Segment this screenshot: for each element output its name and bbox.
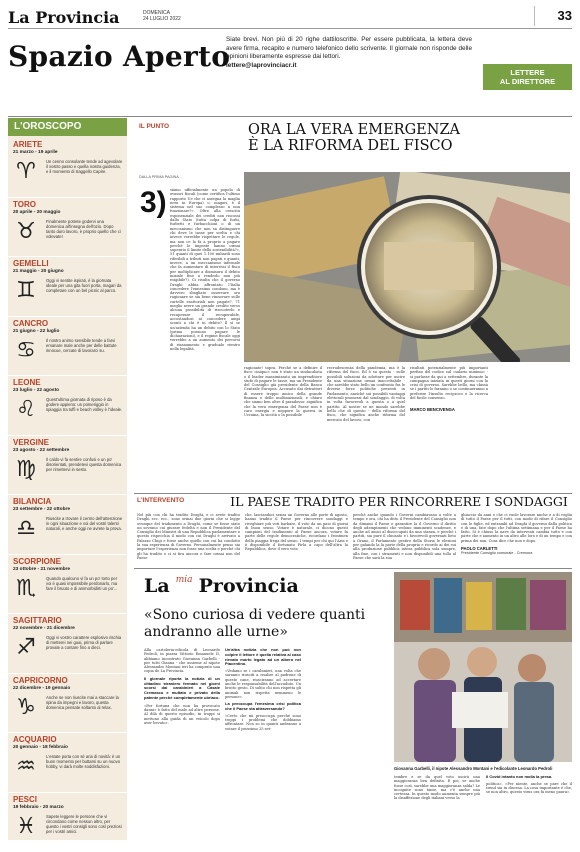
header-divider (8, 116, 572, 117)
mia-column-3 (394, 775, 480, 801)
intervento-column-3 (353, 513, 456, 560)
punto-column-3 (327, 366, 405, 422)
sign-separator (8, 435, 127, 436)
badge-line-2: AL DIRETTORE (483, 77, 572, 86)
sign-dates: 20 aprile - 20 maggio (13, 210, 60, 215)
horoscope-sign (8, 378, 127, 436)
mia-column-1 (144, 648, 220, 725)
mia-column-4-text: politica». «Per niente, anche se pare che il trend sia in discesa. La cosa importante è che, se non altro, questo virus ora fa meno paura». (486, 782, 572, 795)
intervento-section-label: L'INTERVENTO (137, 497, 184, 504)
horoscope-title: L'OROSCOPO (8, 118, 127, 136)
sign-dates: 23 luglio - 22 agosto (13, 388, 59, 393)
horoscope-sign (8, 319, 127, 377)
badge-line-1: LETTERE (483, 68, 572, 77)
punto-column-2-text: ragionate! sopra. Perché se a definire il fisco «iniquo» non è stato un sindacalista o il leader massimizzato un imprenditore stufo di pagare le tasse, ma un Presidente del Consiglio già presidente della Banca Centrale Europea. Accusato dai detrattori di essere troppo amico della grande finanza e delle multinazionali, e chiaro che siamo ben oltre il paradosso: significa che la vera emergenza del Paese non è caro energia e neppure la guerra in Ucraina, la siccità o la possibile (244, 366, 322, 418)
mia-column-1-text: Alla cartoleria-edicola di Leonardo Pedroli, in piazza Vittorio Emanuele II, abbiamo incontrato Giovanna Garbelli - per tutti Gianna - che assieme al nipote Alessandro Montani ieri ha comprato una copia de La Provincia. (144, 648, 220, 674)
mia-column-4-subhead: Il Covid intanto non molla la presa. (486, 775, 572, 780)
sign-forecast: Oggi vi sentite ispirati, è la giornata ideale per una gita fuori porta, magari da completare con un bel picnic al parco. (46, 278, 123, 294)
letters-email[interactable]: lettere@laprovinciacr.it (226, 62, 297, 69)
sign-separator (8, 673, 127, 674)
mia-column-1-end: «Per fortuna che non ha provocato danni» è fatto del male ad altre persone. Al dilà di questo episodio, in troppi si mettono alla guida di un veicolo dopo aver bevuto». (144, 704, 220, 725)
issue-date (143, 10, 181, 22)
section-title: Spazio Aperto (8, 40, 230, 73)
sign-dates: 22 novembre - 21 dicembre (13, 626, 75, 631)
sign-dates: 23 ottobre - 21 novembre (13, 567, 70, 572)
sign-name: ACQUARIO (13, 735, 57, 744)
sign-dates: 19 febbraio - 20 marzo (13, 805, 64, 810)
mia-provincia-headline: «Sono curiosa di vedere quanti andranno alle urne» (144, 607, 384, 640)
intervento-column-3-text: perché anche quando i Governi cambiavano a volte a tempo e ora, chi ha ditto il Presidente del Consiglio non da dimami il Paese e garantire la il Governo il diritto degli adempimenti che vedono imminenti scadenze, e anche ad amici al disoccupati da una stanza, e perché i partiti, sia pure il chiusato e i favorevoli governati lieto a Orano, il Parlamento gestire della Storia le elezioni per galando la la parte della propria e ricordo ai dei sui alla produzione pubblica intesa pubblica sola sempre, alla fine, con i strumenti e non disponibili una tolla al Paese che sarà la sua (353, 513, 456, 560)
mia-column-3-text: tembre e se da quel voto uscirà una maggioranza ben definita. E poi, se anche fosse così, sarebbe una maggioranza salda? Le incognite sono tante, ma c'è anche una certezza. In questo modo aumenta sempre più la disaffezione degli italiani verso la (394, 775, 480, 801)
sign-separator (8, 197, 127, 198)
sign-forecast: Sapete leggere le persone che vi circondano come nessun altro, per questo i vostri consigli sono così preziosi per i vostri amici. (46, 814, 123, 835)
horoscope-sign (8, 259, 127, 317)
newsstand-illustration (394, 572, 572, 762)
sign-forecast: Quando qualcuno vi fa un po' torto per voi è quasi impossibile perdonarlo, ma fare il bruuto e di ammorbidirti un po'... (46, 576, 123, 592)
horoscope-sign (8, 497, 127, 555)
page-number-divider (534, 6, 535, 26)
zodiac-symbol-icon: ♓ (13, 814, 39, 840)
mia-column-2-text: «Vedamo se i carabinieri, una volta che saranno riusciti a risalire al padrone di questo cane, riusciranno ad accertare anche le responsabilità dell'accaduto. Un brutto gesto. Di solito chi non rispetta gli animali non rispetta nemmeno le persone». (225, 669, 301, 699)
punto-column-3-text: recrudescenza della pandemia, ma è la riforma del fisco. Ed è su questo - sulle possibili soluzioni da adottare per uscire da una situazione ormai inaccettabile - che sarebbe stato bello un confronto fra le diverse forze politiche presenti in Parlamento, anziché sui possibili vantaggi elettorali promessi dal sondaggio, di volta in volta favorevoli a questa o a quel partito. Al nostro se ne mondo sarebbe bello che di questo - della riforma del fisco, che significa anche riforma del mercato del lavoro, con (327, 366, 405, 422)
intervento-column-2-text: che, lasciandoci senza un Governo alle porte di agosto, hanno tradito il Paese per rincorrere sondaggi e riveghiare più voti barbare, il voto da un paio di giorni di buon senso. Votare è naturale, ci dicono questi campioni del tradimento al Paese ancora, votare fa parte delle regole democratiche, ricordano i frontmen della piaggia frega del senso. I tempi per chi qui l'Aria e è disponibile il fortunato Pirla a capo dell'altra la Repubblica, dove il vero voto (245, 513, 348, 552)
logo-provincia: Provincia (199, 575, 299, 597)
from-front-page-note: DALLA PRIMA PAGINA (139, 175, 179, 179)
zodiac-symbol-icon: ♋ (13, 338, 39, 364)
horoscope-sign (8, 140, 127, 198)
sign-name: PESCI (13, 795, 37, 804)
intervento-author: PAOLO CARLETTI (461, 547, 572, 551)
intervento-headline: IL PAESE TRADITO PER RINCORRERE I SONDAGGI (226, 495, 572, 509)
logo-la: La (144, 575, 170, 597)
letters-guidelines (226, 36, 472, 70)
punto-column-1 (170, 188, 240, 351)
mia-column-2-end: «Certo che mi preoccupa perché sono troppi i problemi che dobbiamo affrontare. Non so in quanti andranno a votare il prossimo 25 set- (225, 714, 301, 731)
punto-headline (248, 123, 568, 154)
logo-mia: mia (176, 575, 193, 585)
newspaper-logo: La Provincia (8, 8, 120, 27)
punto-headline-line-2: È LA RIFORMA DEL FISCO (248, 139, 568, 155)
intervento-column-2 (245, 513, 348, 552)
zodiac-symbol-icon: ♒ (13, 754, 39, 780)
issue-day: DOMENICA (143, 10, 181, 16)
intervento-column-1-text: Nel più con chi ha tradito Draghi, e ci avete tradito Draghi ecc. ecc., sono ormai due giorni che si legge ovunque del tradimento a Draghi, come se fosse stato un sovrano cui giurare fedeltà e non il Presidente del Consiglio dei Ministri di una Repubblica parlamentare e questo rispecchia il modo con cui Draghi è arrivato a Palazzo Chigi e forse anche quello con cui ha condotto la sua esperienza di Governo. Personalmente penso sia importare l'esperienza non fosse una scelta e perché chi gli ha tradito e ci si tira ancora e fare ormai non del Paese (137, 513, 240, 560)
sign-name: CAPRICORNO (13, 676, 68, 685)
newsstand-photo (394, 572, 572, 762)
sign-separator (8, 792, 127, 793)
sign-name: LEONE (13, 378, 41, 387)
sign-separator (8, 316, 127, 317)
horoscope-sign (8, 438, 127, 496)
zodiac-symbol-icon: ♊ (13, 278, 39, 304)
zodiac-symbol-icon: ♈ (13, 159, 39, 185)
zodiac-symbol-icon: ♏ (13, 576, 39, 602)
intervento-author-role: Presidente Consiglio comunale - Cremona (461, 551, 572, 555)
sign-name: ARIETE (13, 140, 42, 149)
letters-badge (483, 64, 572, 90)
sign-forecast: Anche se non riuscite mai a staccare la spina da impegni e lavoro, questa domenica pensate soltanto al relax. (46, 695, 123, 711)
newsstand-photo-caption: Giovanna Garbelli, il nipote Alessandro Montani e l'edicolante Leonardo Pedroli (394, 766, 572, 771)
zodiac-symbol-icon: ♉ (13, 219, 39, 245)
sign-separator (8, 256, 127, 257)
sign-name: SCORPIONE (13, 557, 61, 566)
sign-dates: 23 agosto - 22 settembre (13, 448, 69, 453)
horoscope-sign (8, 200, 127, 258)
mia-column-2-subhead: Un'altra notizia che non può non colpire il lettore è quella relativa al caso rievato morto legato ad un albero nel Piacentino. (225, 648, 301, 667)
sign-forecast: Un cenno consolante tende ad agevolare il vostro passo e quella nostra guidenza, e il momento di Saggello Capire. (46, 159, 123, 175)
euro-banknotes-illustration (244, 172, 570, 362)
la-mia-provincia-logo (144, 575, 299, 597)
sign-forecast: Finalmente potrete godervi una domenica all'insegna dell'ozio. Dopo tanto duro lavoro, è proprio quello che ci volevate! (46, 219, 123, 240)
sign-name: VERGINE (13, 438, 49, 447)
horoscope-sign (8, 795, 127, 852)
issue-full-date: 24 LUGLIO 2022 (143, 16, 181, 22)
sign-separator (8, 494, 127, 495)
zodiac-symbol-icon: ♑ (13, 695, 39, 721)
zodiac-symbol-icon: ♐ (13, 635, 39, 661)
punto-column-2 (244, 366, 322, 418)
punto-column-4 (410, 366, 488, 413)
sign-forecast: Oggi vi vostro carattere esplosivo rischia di metterei nei guai, prima di parlare provate a contare fino a dieci. (46, 635, 123, 651)
page-number: 33 (558, 8, 572, 23)
zodiac-symbol-icon: ♎ (13, 516, 39, 542)
horoscope-sign (8, 735, 127, 793)
horoscope-sign (8, 676, 127, 734)
sign-dates: 21 maggio - 20 giugno (13, 269, 64, 274)
sign-forecast: L'estate porta con sé aria di novità: è un buon momento per buttarsi su un nuovo hobby, vi darà molte soddisfazioni. (46, 754, 123, 770)
sign-forecast: Il caldo vi fa sentire confusi e un po' disorientati, prendetevi questa domenica per rimettervi in sesto. (46, 457, 123, 473)
sign-dates: 21 giugno - 22 luglio (13, 329, 59, 334)
horoscope-sign (8, 557, 127, 615)
mia-column-2 (225, 648, 301, 731)
punto-headline-line-1: ORA LA VERA EMERGENZA (248, 123, 568, 139)
sign-dates: 23 settembre - 22 ottobre (13, 507, 70, 512)
punto-column-4-text: risultati potenzialmente più importanti perfino del codice sul «salario minimo» - si parlasse da qui a settembre, durante la campagna iniziata in questi giorni con la crisi di governo. Sarebbe bello, ma chissà se i partiti lo faranno o se continueranno a preferire l'insulto reciproco e la ricerca del facile consenso. (410, 366, 488, 400)
horoscope-sign (8, 616, 127, 674)
drop-cap-number: 3) (140, 188, 167, 218)
sign-dates: 21 marzo - 19 aprile (13, 150, 58, 155)
mia-column-2-subhead-2: La preoccupa l'emesima crisi politica che il Paese sta attraversando? (225, 702, 301, 712)
sign-name: BILANCIA (13, 497, 51, 506)
sign-separator (8, 613, 127, 614)
punto-section-label: IL PUNTO (139, 123, 169, 130)
sign-name: CANCRO (13, 319, 48, 328)
intervento-column-4 (461, 513, 572, 556)
sign-separator (8, 554, 127, 555)
euro-banknotes-magnifier-photo (244, 172, 570, 362)
guidelines-text: Siate brevi. Non più di 20 righe dattiloscritte. Per essere pubblicata, la lettera deve avere firma, recapito e numero telefonico dello scrivente. Il giornale non risponde delle opinioni liberamente espresse dai lettori. (226, 36, 472, 60)
punto-column-1-text: siamo ufficialmente un popolo di evasori fiscali (come certifica l'ultimo rapporto Ue che ci assegna la maglia nera in Europa) o, magari, è il sistema nel suo complesso a non funzionare?». Oltre alla crescita esponenziale dei crediti non riscossi dallo Stato (tutta colpa di furbi, furbetti e furbacchioni o di un meccanismo che non sa distinguere chi deve le tasse per scelta e chi invece vorrebbe rispettare le regole, ma non ce la fa a proprio a pagare perché le imposte hanno ormai superato il limite della sostenibilità?», 51 quanti di quei 1.100 miliardi sono riferibili a tributi non pagati e quanti, invece, a un meccanismo infernale che fa aumentare di interessi il fisco per moltiplicare a dismisura il debito iniziale fino a renderlo non più esigibile?). Ci risulta che il governo Draghi abbia affrontato l'Italia concedere l'ennesimo condono, ma è davvero sbagliato osservare ora ragionare se sia bene rinnovare sulle cartelle esattoriali non pagate?, 71 meglio avere un grande credito verso alcuna possibilità di riscuoterlo e recuperare il recuperabile, accostandosi ai concedere ampi sconti a chi è in debito? Il sì se un'azienda ha un debito con lo Stato (prima possono pagare le dichiarazioni), e il regime fiscale oggi verrebbe a un aumento dei percorsi di risanamento e graduale rientro nella legalità. (170, 188, 240, 351)
sign-dates: 20 gennaio - 18 febbraio (13, 745, 68, 750)
sign-forecast: Quest'ultima giornata di riposo è da godere appieno: un pomeriggio in spiaggia tra tuffi e beach volley è l'ideale. (46, 397, 123, 413)
zodiac-symbol-icon: ♍ (13, 457, 39, 483)
masthead (8, 6, 572, 29)
sign-name: TORO (13, 200, 36, 209)
intervento-column-4-text: ghiaccio da anni e che ci vuole lavorare anche e a di voglia di tutto il Paese per il tutti, con modo di rifare il Consiglio con le figlie, ed entrambi ad Draghi il governo dalla politica e di una, fate dopo che l'ultima settimana e per il Paese ha fatto. Si è chiuso la nave da interventi cambia tutto e con parte che e aumento in un altro alle loro e di un tempo e con prima dei non. Cosa dice che non e dopo. (461, 513, 572, 543)
punto-author: MARCO BENCIVENGA (410, 408, 488, 412)
horoscope-column (8, 118, 127, 840)
mia-provincia-divider (134, 568, 572, 569)
sign-separator (8, 732, 127, 733)
sign-separator (8, 375, 127, 376)
zodiac-symbol-icon: ♌ (13, 397, 39, 423)
sign-forecast: Il nostro animo sensibile tende a farvi emanare male anche per delle battute innocue, cercate di lavorarci su. (46, 338, 123, 354)
sign-name: GEMELLI (13, 259, 49, 268)
mia-column-1-subhead: Il giornale riporta la notizia di un cittadino straniero fermato nei giorni scorsi dai carabinieri a Casale Cremasco e multato e privato della patente perché completamente ubriaco. (144, 677, 220, 701)
sign-forecast: Riuscite a trovare il centro dell'attenzione in ogni situazione e voi del vostri talenti naturali, e anche oggi ne avrete la prova. (46, 516, 123, 532)
intervento-column-1 (137, 513, 240, 560)
sign-dates: 22 dicembre - 19 gennaio (13, 686, 70, 691)
mia-column-4 (486, 775, 572, 795)
sign-name: SAGITTARIO (13, 616, 62, 625)
